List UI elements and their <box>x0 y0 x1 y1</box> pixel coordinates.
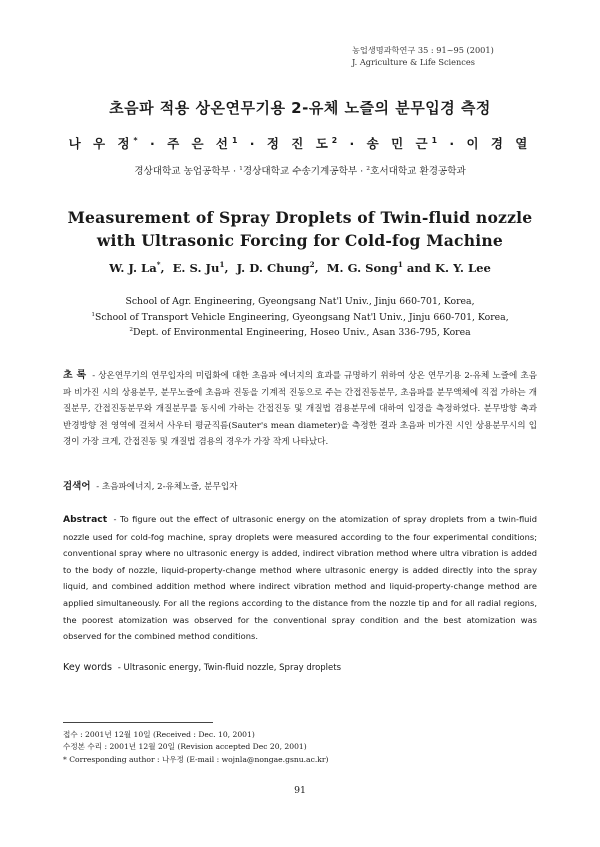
authors-korean: 나 우 정* · 주 은 선$^1$ · 정 진 도$^2$ · 송 민 근$^1$ · 이 경 열 <box>68 135 532 151</box>
footnote-divider <box>63 722 213 723</box>
footnotes <box>63 729 537 766</box>
affil-en-2: $^1$School of Transport Vehicle Engineering, Gyeongsang Nat'l Univ., Jinju 660-701, Korea, <box>91 311 509 323</box>
accepted-date: 수정본 수리 : 2001년 12월 20일 (Revision accepted Dec 20, 2001) <box>63 742 307 752</box>
keywords-en-label: Key words <box>63 662 113 673</box>
author-ko-1: 나 우 정* <box>68 135 142 151</box>
received-date: 접수 : 2001년 12월 10일 (Received : Dec. 10, 2001) <box>63 730 255 739</box>
journal-citation: 농업생명과학연구 35 : 91~95 (2001) <box>352 45 494 55</box>
author-ko-4: 송 민 근$^1$ <box>366 135 441 151</box>
journal-name: J. Agriculture & Life Sciences <box>352 57 475 67</box>
keywords-korean <box>63 478 537 492</box>
affil-ko-2: 경상대학교 수송기계공학부 <box>242 166 358 177</box>
keywords-en-text: - Ultrasonic energy, Twin-fluid nozzle, Spray droplets <box>117 663 342 673</box>
author-en-5: K. Y. Lee <box>434 261 491 275</box>
author-en-1: W. J. La* <box>109 260 161 275</box>
affil-en-3: $^2$Dept. of Environmental Engineering, Hoseo Univ., Asan 336-795, Korea <box>129 326 471 338</box>
author-en-2: E. S. Ju$^1$ <box>172 260 225 275</box>
author-en-4: M. G. Song$^1$ <box>326 260 403 275</box>
affil-ko-3: 호서대학교 환경공학과 <box>370 166 466 177</box>
authors-english: W. J. La*, E. S. Ju$^1$, J. D. Chung$^2$, M. G. Song$^1$ and K. Y. Lee <box>109 260 491 275</box>
title-en-line-1: Measurement of Spray Droplets of Twin-fluid nozzle <box>67 208 533 227</box>
author-ko-3: 정 진 도$^2$ <box>266 135 342 151</box>
abstract-ko-label: 초 록 <box>63 370 87 381</box>
affil-ko-mark-2: 2 <box>366 164 371 172</box>
affil-en-1: School of Agr. Engineering, Gyeongsang Nat'l Univ., Jinju 660-701, Korea, <box>125 296 475 307</box>
journal-header <box>352 44 572 68</box>
affil-ko-1: 경상대학교 농업공학부 <box>134 166 230 177</box>
keywords-ko-label: 검색어 <box>63 481 91 492</box>
abstract-en-text: - To figure out the effect of ultrasonic energy on the atomization of spray droplets from a twin-fluid nozzle used for cold-fog machine, spray droplets were measured according to the four experimental conditions; conventional spray where no ultrasonic energy is added, indirect vibration method where ultra vibration is added to the body of nozzle, liquid-property-change method where ultrasonic energy is added directly into the spray liquid, and combined addition method where indirect vibration method and liquid-property-change method are applied simultaneously. For all the regions according to the distance from the nozzle tip and for all radial regions, the poorest atomization was observed for the conventional spray condition and the best atomization was observed for the combined method conditions. <box>63 514 538 642</box>
author-ko-2: 주 은 선$^1$ <box>167 135 242 151</box>
title-en-line-2: with Ultrasonic Forcing for Cold-fog Machine <box>96 231 504 250</box>
abstract-en-label: Abstract <box>63 514 108 525</box>
title-korean: 초음파 적용 상온연무기용 2-유체 노즐의 분무입경 측정 <box>109 99 491 117</box>
keywords-english <box>63 662 537 673</box>
affiliations-korean: 경상대학교 농업공학부 · $^1$경상대학교 수송기계공학부 · $^2$호서대학교 환경공학과 <box>134 164 466 177</box>
page-number: 91 <box>294 785 306 796</box>
affil-ko-mark-1: 1 <box>239 164 243 172</box>
affiliations-english <box>0 294 600 341</box>
abstract-english <box>63 511 537 645</box>
keywords-ko-text: - 초음파에너지, 2-유체노즐, 분무입자 <box>96 482 238 492</box>
abstract-korean <box>63 368 537 451</box>
author-en-3: J. D. Chung$^2$ <box>236 260 315 275</box>
corresponding-author: * Corresponding author : 나우정 (E-mail : wojnla@nongae.gsnu.ac.kr) <box>63 754 329 764</box>
title-english <box>0 206 600 252</box>
author-ko-5: 이 경 열 <box>466 136 532 151</box>
abstract-ko-text: - 상온연무기의 연무입자의 미립화에 대한 초음파 에너지의 효과를 규명하기 위하여 상온 연무기용 2-유체 노즐에 초음파 비가진 시의 상용분무, 분무노즐에 초음파 진동을 기계적 진동으로 주는 간접진동분무, 초음파를 분무액체에 직접 가하는 개질분무, 간접진동분무와 개질분무를 동시에 가하는 간접진동 및 개질법 겸용분무에 대하여 입경을 측정하였다. 분무방향 축과 반경방향 전 영역에 걸쳐서 사우터 평균직름(Sauter's mean diameter)을 측정한 결과 초음파 비가진 시인 상용분무시의 입경이 가장 크게, 간접진동 및 개질법 겸용의 경우가 가장 작게 나타났다. <box>63 371 537 447</box>
